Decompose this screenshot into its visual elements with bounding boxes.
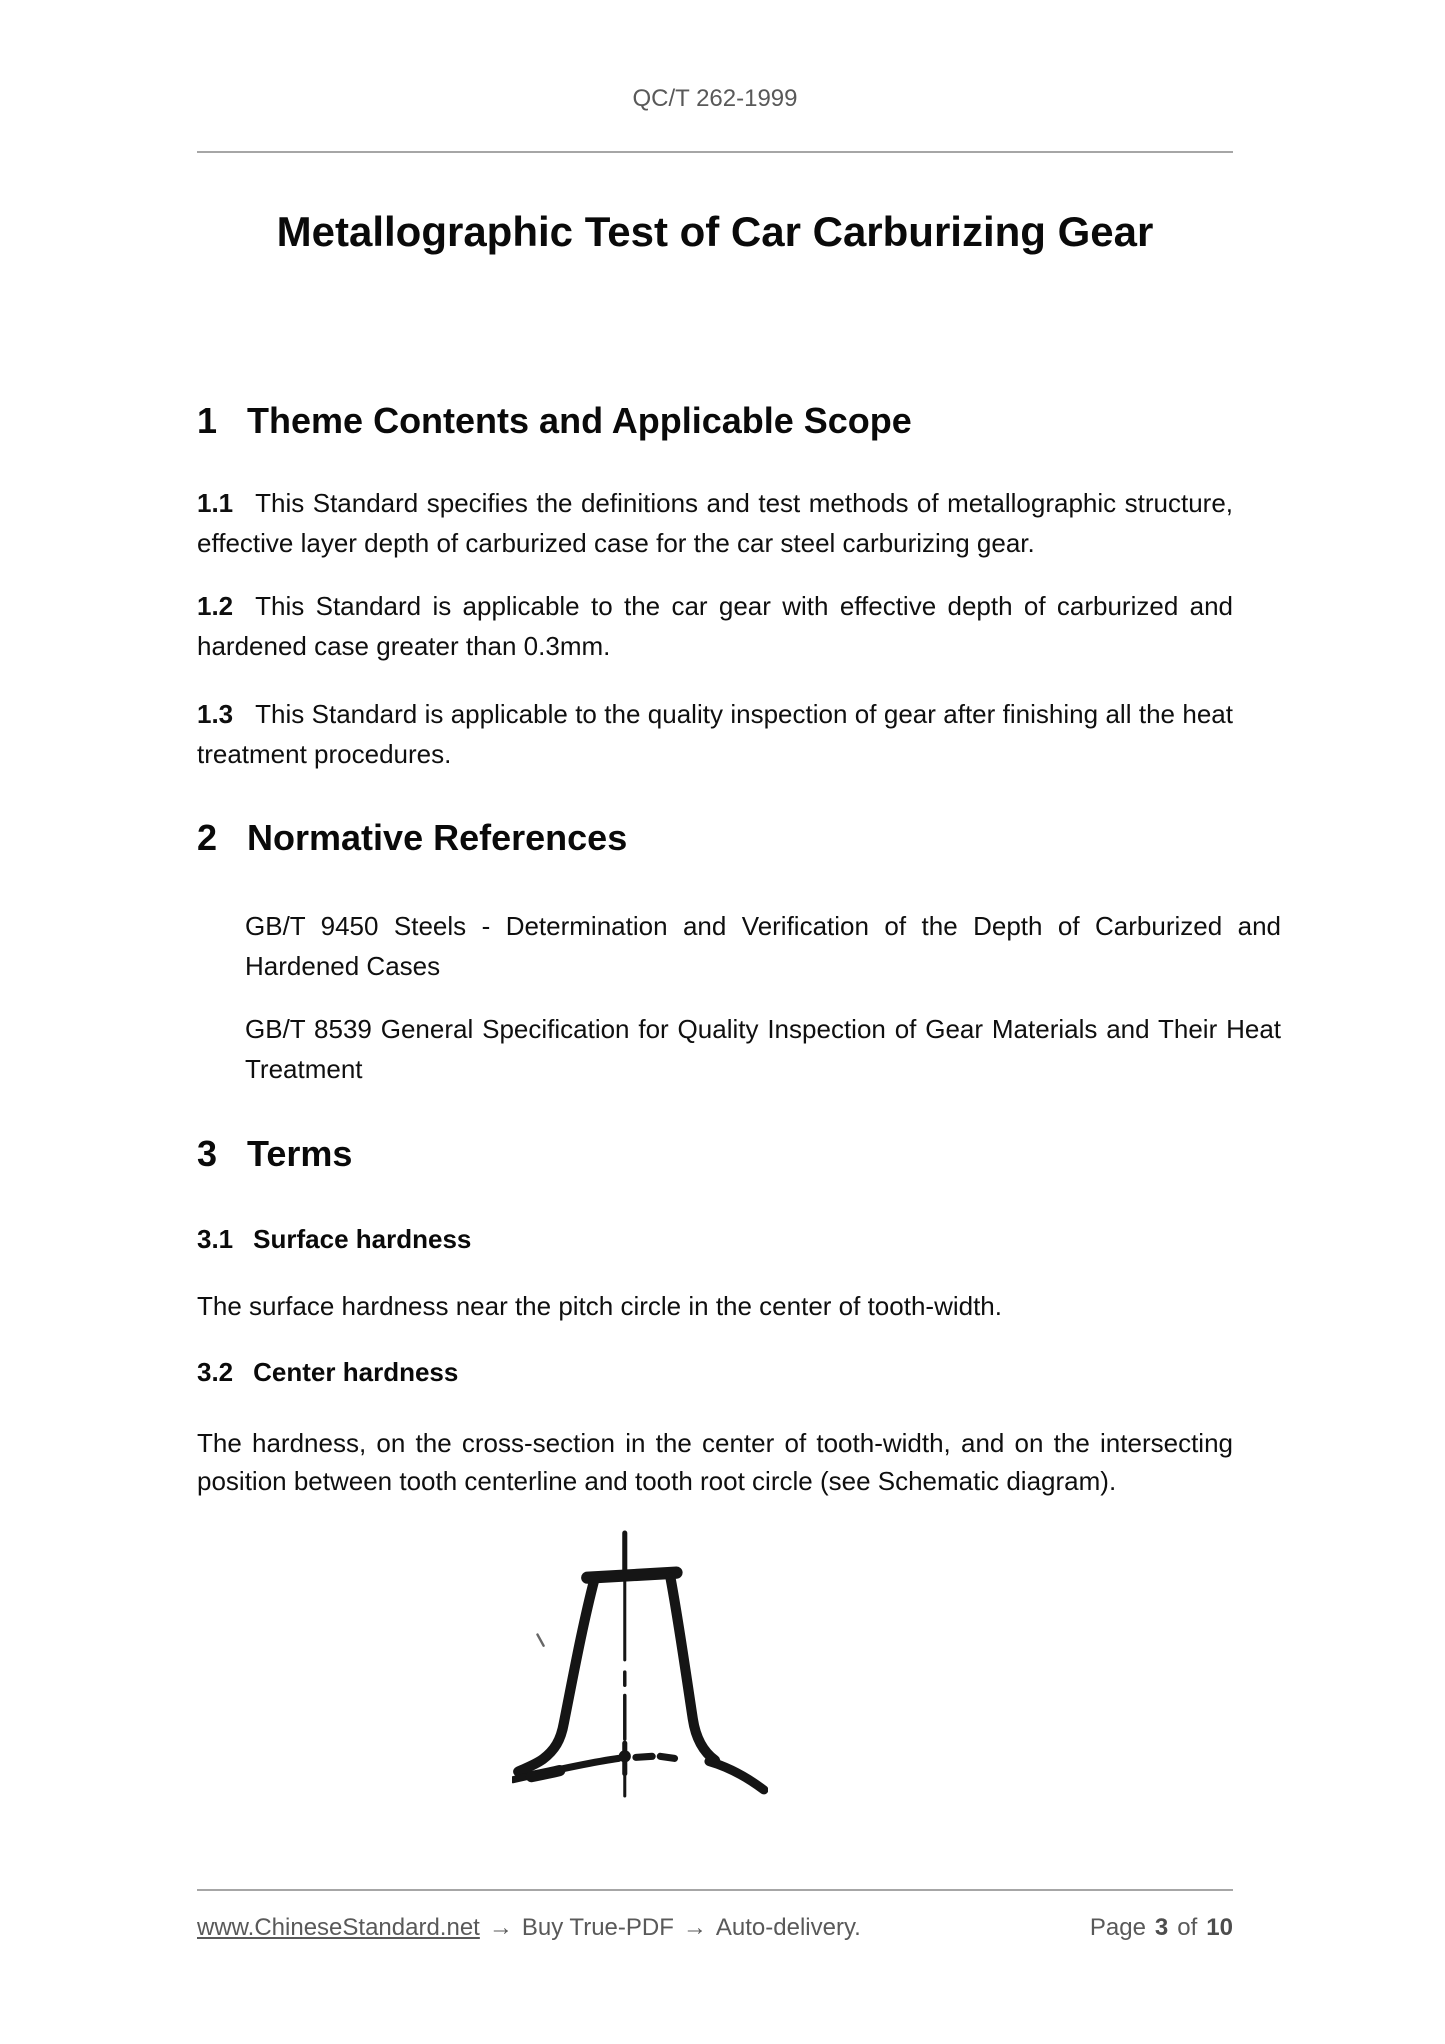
tooth-right-flank xyxy=(670,1578,715,1761)
term-3-2-number: 3.2 xyxy=(197,1357,234,1387)
footer-buy-text: Buy True-PDF xyxy=(521,1914,674,1941)
term-3-1-definition: The surface hardness near the pitch circle in the center of tooth-width. xyxy=(197,1291,1002,1321)
paragraph-1-2 xyxy=(197,586,1233,666)
paragraph-1-1-text: This Standard specifies the definitions and test methods of metallographic structure, effective layer depth of carburized case for the car steel carburizing gear. xyxy=(197,488,1233,558)
section-3-title: Terms xyxy=(247,1133,353,1174)
section-1-title: Theme Contents and Applicable Scope xyxy=(247,400,912,441)
footer-delivery-text: Auto-delivery. xyxy=(715,1914,861,1941)
root-arc-left-thick xyxy=(531,1771,559,1777)
normative-reference-1: GB/T 9450 Steels - Determination and Verification of the Depth of Carburized and Hardened Cases xyxy=(245,911,1281,981)
term-3-2-definition: The hardness, on the cross-section in the center of tooth-width, and on the intersecting position between tooth centerline and tooth root circle (see Schematic diagram). xyxy=(197,1428,1233,1496)
page-footer xyxy=(197,1912,1233,1944)
paragraph-1-3 xyxy=(197,694,1233,774)
section-2-heading xyxy=(197,816,1233,860)
page-total: 10 xyxy=(1206,1914,1233,1941)
footer-left xyxy=(197,1912,870,1944)
paragraph-1-2-text: This Standard is applicable to the car gear with effective depth of carburized and hardened case greater than 0.3mm. xyxy=(197,591,1233,661)
term-3-1-number: 3.1 xyxy=(197,1224,234,1254)
tooth-tip xyxy=(587,1573,676,1578)
paragraph-1-1-label: 1.1 xyxy=(197,488,234,518)
term-3-2-name: Center hardness xyxy=(253,1357,459,1387)
footer-rule xyxy=(197,1889,1233,1891)
term-3-2-heading xyxy=(197,1354,1233,1390)
page-title: Metallographic Test of Car Carburizing Gear xyxy=(276,208,1154,255)
paragraph-1-3-label: 1.3 xyxy=(197,699,234,729)
section-3-number: 3 xyxy=(197,1133,218,1174)
paragraph-1-3-text: This Standard is applicable to the quality inspection of gear after finishing all the heat treatment procedures. xyxy=(197,699,1233,769)
page-label: Page xyxy=(1089,1914,1146,1941)
section-2-title: Normative References xyxy=(247,817,628,858)
section-1-heading xyxy=(197,399,1233,443)
arrow-icon: → xyxy=(682,1914,707,1941)
stray-mark xyxy=(537,1635,543,1646)
paragraph-1-1 xyxy=(197,483,1233,563)
page-current: 3 xyxy=(1154,1914,1169,1941)
arrow-icon: → xyxy=(488,1914,513,1941)
root-arc-right xyxy=(709,1761,764,1789)
center-intersection-dot xyxy=(619,1750,631,1762)
page-indicator xyxy=(1081,1912,1233,1944)
section-2-number: 2 xyxy=(197,817,218,858)
doc-code-header: QC/T 262-1999 xyxy=(632,85,798,112)
section-1-number: 1 xyxy=(197,400,218,441)
root-arc-dashes xyxy=(636,1756,675,1758)
gear-tooth-diagram xyxy=(512,1530,768,1800)
page-of-label: of xyxy=(1177,1914,1198,1941)
paragraph-1-2-label: 1.2 xyxy=(197,591,234,621)
section-3-heading xyxy=(197,1132,1233,1176)
footer-website-link[interactable]: www.ChineseStandard.net xyxy=(197,1914,480,1941)
header-rule xyxy=(197,151,1233,153)
normative-reference-2: GB/T 8539 General Specification for Quality Inspection of Gear Materials and Their Heat Treatment xyxy=(245,1014,1281,1084)
term-3-1-heading xyxy=(197,1221,1233,1257)
tooth-left-flank xyxy=(518,1580,594,1772)
term-3-1-name: Surface hardness xyxy=(253,1224,472,1254)
